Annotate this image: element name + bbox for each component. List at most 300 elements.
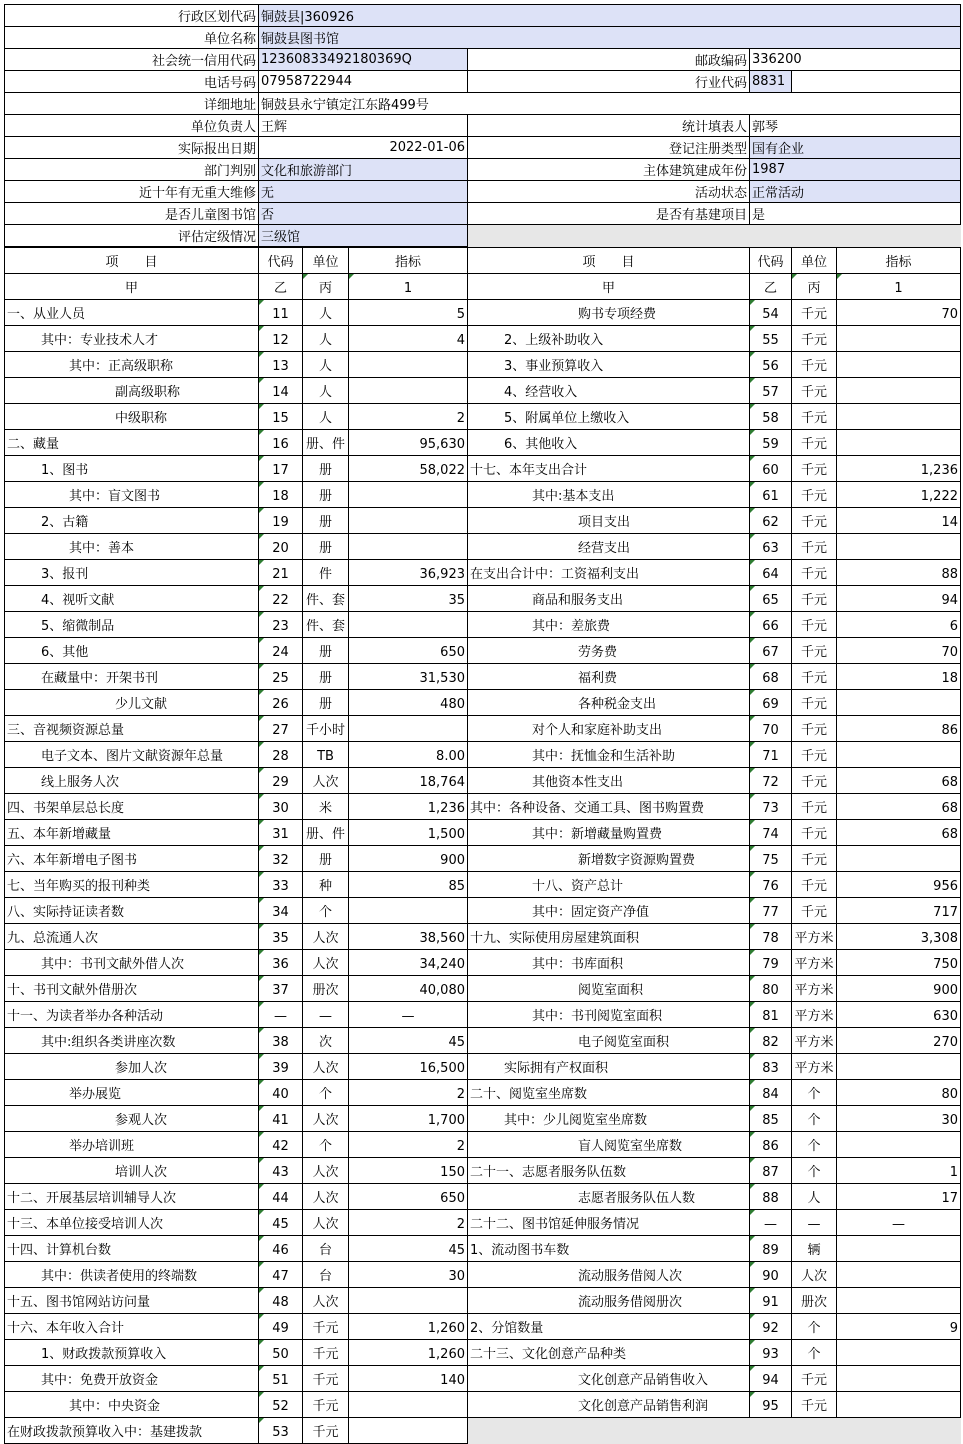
left-item-unit: 册: [303, 508, 349, 534]
right-item-name: 流动服务借阅人次: [468, 1262, 750, 1288]
right-item-code: —: [750, 1210, 792, 1236]
header-row-region-code: [5, 5, 961, 27]
left-item-value[interactable]: 150: [349, 1158, 468, 1184]
right-item-code: 85: [750, 1106, 792, 1132]
table-row: [5, 924, 961, 950]
right-item-name: 各种税金支出: [468, 690, 750, 716]
left-item-value[interactable]: —: [349, 1002, 468, 1028]
right-item-unit: 千元: [792, 534, 837, 560]
left-item-name: 线上服务人次: [5, 768, 259, 794]
left-item-unit: 人: [303, 378, 349, 404]
right-item-unit: 千元: [792, 456, 837, 482]
right-item-code: 94: [750, 1366, 792, 1392]
left-item-code: 49: [259, 1314, 303, 1340]
address-label: 详细地址: [5, 93, 259, 115]
left-item-unit: TB: [303, 742, 349, 768]
right-item-name: 十七、本年支出合计: [468, 456, 750, 482]
col-code-header: 代码: [259, 248, 303, 274]
table-row: [5, 664, 961, 690]
left-item-value[interactable]: 95,630: [349, 430, 468, 456]
right-item-value[interactable]: 18: [837, 664, 961, 690]
left-item-value[interactable]: 4: [349, 326, 468, 352]
right-item-code: 90: [750, 1262, 792, 1288]
left-item-code: 16: [259, 430, 303, 456]
left-item-name: 七、当年购买的报刊种类: [5, 872, 259, 898]
right-item-code: 73: [750, 794, 792, 820]
left-item-value[interactable]: 650: [349, 1184, 468, 1210]
right-item-value[interactable]: [837, 1288, 961, 1314]
table-row: [5, 404, 961, 430]
right-item-value[interactable]: 70: [837, 300, 961, 326]
table-row: [5, 586, 961, 612]
left-item-code: 37: [259, 976, 303, 1002]
right-item-value[interactable]: 1,236: [837, 456, 961, 482]
left-item-name: 九、总流通人次: [5, 924, 259, 950]
right-item-value[interactable]: [837, 1366, 961, 1392]
right-item-value[interactable]: [837, 1392, 961, 1418]
right-item-name: 其中：新增藏量购置费: [468, 820, 750, 846]
report-date-label: 实际报出日期: [5, 137, 259, 159]
left-item-value[interactable]: 1,500: [349, 820, 468, 846]
col-unit-header: 单位: [303, 248, 349, 274]
right-item-name: 商品和服务支出: [468, 586, 750, 612]
right-item-unit: 千元: [792, 794, 837, 820]
left-item-value[interactable]: 45: [349, 1028, 468, 1054]
left-item-unit: 人次: [303, 1184, 349, 1210]
left-item-code: 36: [259, 950, 303, 976]
left-item-value[interactable]: [349, 508, 468, 534]
right-item-unit: 平方米: [792, 950, 837, 976]
left-item-code: 38: [259, 1028, 303, 1054]
right-item-value[interactable]: [837, 742, 961, 768]
right-item-code: 57: [750, 378, 792, 404]
col-unit-header-right: 单位: [792, 248, 837, 274]
left-item-value[interactable]: [349, 1288, 468, 1314]
left-item-unit: 册: [303, 690, 349, 716]
left-item-name: 1、图书: [5, 456, 259, 482]
left-item-code: 29: [259, 768, 303, 794]
left-item-value[interactable]: 2: [349, 1210, 468, 1236]
left-item-unit: 人: [303, 404, 349, 430]
left-item-value[interactable]: 5: [349, 300, 468, 326]
table-row: [5, 1366, 961, 1392]
right-item-name: 十九、实际使用房屋建筑面积: [468, 924, 750, 950]
left-item-code: 43: [259, 1158, 303, 1184]
left-item-value[interactable]: [349, 1392, 468, 1418]
unit-head-value[interactable]: 王辉: [259, 115, 468, 137]
right-item-value[interactable]: 3,308: [837, 924, 961, 950]
left-item-code: 23: [259, 612, 303, 638]
right-item-unit: —: [792, 1210, 837, 1236]
table-row: [5, 378, 961, 404]
right-item-code: 77: [750, 898, 792, 924]
right-item-value[interactable]: [837, 1262, 961, 1288]
header-row-children: [5, 203, 961, 225]
left-item-value[interactable]: 140: [349, 1366, 468, 1392]
right-item-code: 69: [750, 690, 792, 716]
report-date-value[interactable]: 2022-01-06: [259, 137, 468, 159]
left-item-value[interactable]: 1,260: [349, 1340, 468, 1366]
left-item-name: 参观人次: [5, 1106, 259, 1132]
right-item-name: 盲人阅览室坐席数: [468, 1132, 750, 1158]
col-code-header-right: 代码: [750, 248, 792, 274]
left-item-name: 一、从业人员: [5, 300, 259, 326]
right-item-value[interactable]: 1,222: [837, 482, 961, 508]
col-item-header: 项 目: [5, 248, 259, 274]
right-item-value[interactable]: 68: [837, 768, 961, 794]
right-item-value[interactable]: 70: [837, 638, 961, 664]
left-item-value[interactable]: [349, 378, 468, 404]
phone-value[interactable]: 07958722944: [259, 71, 468, 93]
right-item-unit: 千元: [792, 742, 837, 768]
left-item-value[interactable]: 900: [349, 846, 468, 872]
left-item-value[interactable]: 35: [349, 586, 468, 612]
left-item-unit: 人次: [303, 1210, 349, 1236]
right-item-unit: 人: [792, 1184, 837, 1210]
left-item-code: 46: [259, 1236, 303, 1262]
right-item-name: 1、流动图书车数: [468, 1236, 750, 1262]
registration-type-value[interactable]: 国有企业: [750, 137, 961, 159]
header-row-phone: [5, 71, 961, 93]
right-item-unit: 千元: [792, 482, 837, 508]
right-item-value[interactable]: 1: [837, 1158, 961, 1184]
left-item-name: 六、本年新增电子图书: [5, 846, 259, 872]
left-item-name: 中级职称: [5, 404, 259, 430]
library-statistics-form: [4, 4, 961, 1444]
right-item-code: 60: [750, 456, 792, 482]
right-item-code: 82: [750, 1028, 792, 1054]
left-item-unit: 千元: [303, 1366, 349, 1392]
left-item-name: 八、实际持证读者数: [5, 898, 259, 924]
table-row: [5, 430, 961, 456]
left-item-unit: 册: [303, 846, 349, 872]
right-item-code: 59: [750, 430, 792, 456]
table-row: [5, 300, 961, 326]
right-item-value[interactable]: [837, 1132, 961, 1158]
department-label: 部门判别: [5, 159, 259, 181]
left-item-code: 14: [259, 378, 303, 404]
right-item-value[interactable]: 9: [837, 1314, 961, 1340]
building-year-value[interactable]: 1987: [750, 159, 961, 181]
left-item-value[interactable]: 2: [349, 404, 468, 430]
left-item-unit: 人次: [303, 1106, 349, 1132]
left-item-unit: 件、套: [303, 612, 349, 638]
right-item-unit: 平方米: [792, 1054, 837, 1080]
right-item-value[interactable]: 94: [837, 586, 961, 612]
right-item-value[interactable]: [837, 1340, 961, 1366]
left-item-value[interactable]: 1,236: [349, 794, 468, 820]
left-item-unit: 册: [303, 638, 349, 664]
left-item-value[interactable]: 45: [349, 1236, 468, 1262]
right-item-value[interactable]: [837, 1236, 961, 1262]
right-item-code: 93: [750, 1340, 792, 1366]
column-subheader-row: [5, 274, 961, 300]
left-item-name: 4、视听文献: [5, 586, 259, 612]
left-item-name: 5、缩微制品: [5, 612, 259, 638]
header-row-credit-code: [5, 49, 961, 71]
left-item-value[interactable]: 40,080: [349, 976, 468, 1002]
left-item-value[interactable]: 2: [349, 1132, 468, 1158]
left-item-value[interactable]: [349, 716, 468, 742]
header-row-head: [5, 115, 961, 137]
region-code-value[interactable]: 铜鼓县|360926: [259, 5, 961, 27]
left-item-value[interactable]: 58,022: [349, 456, 468, 482]
right-item-unit: 千元: [792, 612, 837, 638]
left-item-name: 参加人次: [5, 1054, 259, 1080]
left-item-value[interactable]: 31,530: [349, 664, 468, 690]
right-item-value[interactable]: 750: [837, 950, 961, 976]
right-item-value[interactable]: 6: [837, 612, 961, 638]
right-item-unit: 个: [792, 1158, 837, 1184]
left-item-value[interactable]: 8.00: [349, 742, 468, 768]
right-item-code: 70: [750, 716, 792, 742]
table-row: [5, 768, 961, 794]
left-item-value[interactable]: [349, 352, 468, 378]
right-item-code: 95: [750, 1392, 792, 1418]
left-item-name: 其中：中央资金: [5, 1392, 259, 1418]
left-item-value[interactable]: [349, 1418, 468, 1444]
left-item-unit: 册、件: [303, 430, 349, 456]
major-repair-value[interactable]: 无: [259, 181, 468, 203]
right-item-unit: 千元: [792, 586, 837, 612]
left-item-unit: 个: [303, 1132, 349, 1158]
table-row: [5, 950, 961, 976]
left-item-value[interactable]: [349, 534, 468, 560]
left-item-unit: 种: [303, 872, 349, 898]
left-item-code: 15: [259, 404, 303, 430]
right-item-value[interactable]: [837, 404, 961, 430]
left-item-unit: 次: [303, 1028, 349, 1054]
right-item-unit: 个: [792, 1340, 837, 1366]
right-item-value[interactable]: [837, 326, 961, 352]
left-item-name: 其中：专业技术人才: [5, 326, 259, 352]
right-item-value[interactable]: 956: [837, 872, 961, 898]
left-item-unit: 人: [303, 352, 349, 378]
right-item-value[interactable]: 86: [837, 716, 961, 742]
right-item-value[interactable]: 88: [837, 560, 961, 586]
sub-code-header-right: 乙: [750, 274, 792, 300]
right-item-name: 2、上级补助收入: [468, 326, 750, 352]
left-item-value[interactable]: 1,700: [349, 1106, 468, 1132]
right-item-unit: 千元: [792, 430, 837, 456]
children-library-value[interactable]: 否: [259, 203, 468, 225]
construction-project-label: 是否有基建项目: [468, 203, 750, 225]
left-item-code: 32: [259, 846, 303, 872]
right-item-value[interactable]: 717: [837, 898, 961, 924]
industry-code-blank: [792, 71, 961, 93]
left-item-value[interactable]: [349, 898, 468, 924]
right-item-code: 74: [750, 820, 792, 846]
right-item-value[interactable]: [837, 534, 961, 560]
right-item-value[interactable]: [837, 378, 961, 404]
left-item-code: 28: [259, 742, 303, 768]
left-item-value[interactable]: 18,764: [349, 768, 468, 794]
right-item-name: 劳务费: [468, 638, 750, 664]
right-item-unit: 千元: [792, 326, 837, 352]
left-item-code: 11: [259, 300, 303, 326]
sub-item-header: 甲: [5, 274, 259, 300]
header-row-rating: [5, 225, 961, 247]
address-value[interactable]: 铜鼓县永宁镇定江东路499号: [259, 93, 961, 115]
right-item-name: 电子阅览室面积: [468, 1028, 750, 1054]
left-item-name: 副高级职称: [5, 378, 259, 404]
right-item-value[interactable]: 630: [837, 1002, 961, 1028]
right-item-value[interactable]: [837, 1054, 961, 1080]
right-item-name: 文化创意产品销售利润: [468, 1392, 750, 1418]
left-item-unit: 个: [303, 898, 349, 924]
right-item-code: 80: [750, 976, 792, 1002]
left-item-code: 53: [259, 1418, 303, 1444]
form-filler-value[interactable]: 郭琴: [750, 115, 961, 137]
table-row: [5, 898, 961, 924]
right-item-value[interactable]: [837, 352, 961, 378]
right-item-name: 其中：书刊阅览室面积: [468, 1002, 750, 1028]
right-item-unit: 千元: [792, 560, 837, 586]
left-item-code: 34: [259, 898, 303, 924]
left-item-name: 十六、本年收入合计: [5, 1314, 259, 1340]
sub-unit-header-right: 丙: [792, 274, 837, 300]
left-item-code: 51: [259, 1366, 303, 1392]
right-item-value[interactable]: 14: [837, 508, 961, 534]
right-item-value[interactable]: [837, 690, 961, 716]
activity-status-value[interactable]: 正常活动: [750, 181, 961, 203]
left-item-name: 十一、为读者举办各种活动: [5, 1002, 259, 1028]
right-item-name: 二十二、图书馆延伸服务情况: [468, 1210, 750, 1236]
rating-label: 评估定级情况: [5, 225, 259, 247]
left-item-code: 26: [259, 690, 303, 716]
left-item-name: 其中：书刊文献外借人次: [5, 950, 259, 976]
right-item-name: 新增数字资源购置费: [468, 846, 750, 872]
header-row-repair: [5, 181, 961, 203]
right-item-unit: 千元: [792, 1392, 837, 1418]
right-item-code: 71: [750, 742, 792, 768]
left-item-name: 在藏量中：开架书刊: [5, 664, 259, 690]
right-item-name: 5、附属单位上缴收入: [468, 404, 750, 430]
left-item-value[interactable]: 2: [349, 1080, 468, 1106]
table-row: [5, 976, 961, 1002]
left-item-code: 33: [259, 872, 303, 898]
left-item-value[interactable]: 1,260: [349, 1314, 468, 1340]
postal-code-value[interactable]: 336200: [750, 49, 961, 71]
children-library-label: 是否儿童图书馆: [5, 203, 259, 225]
right-item-unit: 千元: [792, 638, 837, 664]
table-row: [5, 1132, 961, 1158]
right-item-value[interactable]: —: [837, 1210, 961, 1236]
right-item-value[interactable]: 270: [837, 1028, 961, 1054]
left-item-unit: 人次: [303, 1054, 349, 1080]
right-item-value[interactable]: [837, 430, 961, 456]
left-item-name: 举办展览: [5, 1080, 259, 1106]
table-row: [5, 612, 961, 638]
right-item-value[interactable]: 30: [837, 1106, 961, 1132]
right-item-value[interactable]: 68: [837, 820, 961, 846]
industry-code-value[interactable]: 8831: [750, 71, 792, 93]
left-item-code: 12: [259, 326, 303, 352]
right-item-name: 阅览室面积: [468, 976, 750, 1002]
right-item-unit: 平方米: [792, 1028, 837, 1054]
right-item-unit: 千元: [792, 664, 837, 690]
table-row: [5, 716, 961, 742]
table-row: [5, 1080, 961, 1106]
table-row: [5, 1054, 961, 1080]
right-item-name: 其中：固定资产净值: [468, 898, 750, 924]
left-item-code: 40: [259, 1080, 303, 1106]
right-item-name: 志愿者服务队伍人数: [468, 1184, 750, 1210]
right-item-unit: 个: [792, 1106, 837, 1132]
right-item-name: 其他资本性支出: [468, 768, 750, 794]
right-item-code: 54: [750, 300, 792, 326]
left-item-code: 27: [259, 716, 303, 742]
unit-name-value[interactable]: 铜鼓县图书馆: [259, 27, 961, 49]
left-item-name: 其中:组织各类讲座次数: [5, 1028, 259, 1054]
left-item-value[interactable]: 85: [349, 872, 468, 898]
left-item-value[interactable]: [349, 612, 468, 638]
table-row: [5, 638, 961, 664]
right-item-value[interactable]: [837, 846, 961, 872]
right-item-unit: 千元: [792, 872, 837, 898]
right-item-value[interactable]: 17: [837, 1184, 961, 1210]
left-item-code: 41: [259, 1106, 303, 1132]
left-item-name: 五、本年新增藏量: [5, 820, 259, 846]
header-row-department: [5, 159, 961, 181]
left-item-value[interactable]: 36,923: [349, 560, 468, 586]
left-item-name: 其中：免费开放资金: [5, 1366, 259, 1392]
right-item-value[interactable]: 900: [837, 976, 961, 1002]
left-item-value[interactable]: [349, 482, 468, 508]
table-row: [5, 1184, 961, 1210]
right-empty-block: [468, 1418, 961, 1444]
left-item-value[interactable]: 34,240: [349, 950, 468, 976]
table-row: [5, 1236, 961, 1262]
left-item-unit: 件: [303, 560, 349, 586]
right-item-unit: 千元: [792, 508, 837, 534]
right-item-code: 81: [750, 1002, 792, 1028]
left-item-value[interactable]: 480: [349, 690, 468, 716]
right-item-code: 88: [750, 1184, 792, 1210]
left-item-code: 21: [259, 560, 303, 586]
right-item-name: 福利费: [468, 664, 750, 690]
left-item-value[interactable]: 16,500: [349, 1054, 468, 1080]
table-row: [5, 1028, 961, 1054]
left-item-value[interactable]: 650: [349, 638, 468, 664]
construction-project-value[interactable]: 是: [750, 203, 961, 225]
credit-code-value[interactable]: 12360833492180369Q: [259, 49, 468, 71]
left-item-unit: 台: [303, 1262, 349, 1288]
right-item-code: 61: [750, 482, 792, 508]
right-item-value[interactable]: 80: [837, 1080, 961, 1106]
industry-code-label: 行业代码: [468, 71, 750, 93]
left-item-unit: 人次: [303, 1288, 349, 1314]
table-row: [5, 742, 961, 768]
activity-status-label: 活动状态: [468, 181, 750, 203]
left-item-value[interactable]: 38,560: [349, 924, 468, 950]
column-header-row: [5, 248, 961, 274]
left-item-value[interactable]: 30: [349, 1262, 468, 1288]
right-item-code: 78: [750, 924, 792, 950]
right-item-unit: 千元: [792, 404, 837, 430]
left-item-code: 47: [259, 1262, 303, 1288]
right-item-code: 91: [750, 1288, 792, 1314]
table-row: [5, 690, 961, 716]
left-item-unit: 千元: [303, 1314, 349, 1340]
right-item-unit: 千元: [792, 898, 837, 924]
table-row: [5, 456, 961, 482]
left-item-code: 52: [259, 1392, 303, 1418]
right-item-unit: 千元: [792, 690, 837, 716]
department-value[interactable]: 文化和旅游部门: [259, 159, 468, 181]
right-item-value[interactable]: 68: [837, 794, 961, 820]
rating-value[interactable]: 三级馆: [259, 225, 468, 247]
